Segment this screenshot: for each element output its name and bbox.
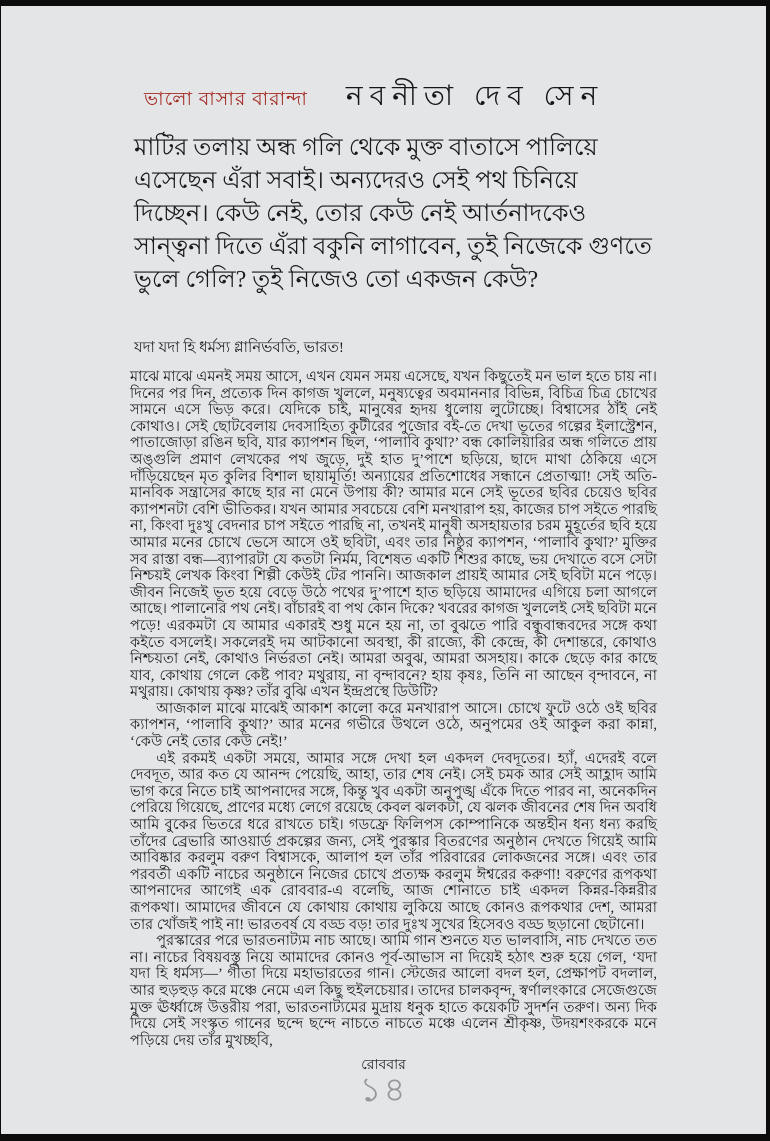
- page-number: ১৪: [359, 1072, 408, 1109]
- magazine-name: রোববার: [361, 1058, 406, 1073]
- body-paragraph: পুরস্কারের পরে ভারতনাট্যম নাচ আছে। আমি গান শুনতে যত ভালবাসি, নাচ দেখতে তত না। নাচের বিষয়বস্তু নিয়ে আমাদের কোনও পূর্ব-আভাস না দিয়েই হঠাৎ শুরু হয়ে গেল, ‘যদা যদা হি ধর্মস্য—’ গীতা দিয়ে মহাভারতের গান। স্টেজের আলো বদল হল, প্রেক্ষাপট বদলাল, আর হুড়হুড় করে মঞ্চে নেমে এল কিছু হুইলচেয়ার। তাদের চালকবৃন্দ, স্বর্ণালংকারে সেজেগুজে মুক্ত ঊর্ধ্বাঙ্গে উত্তরীয় পরা, ভারতনাট্যমের মুদ্রায় ধনুক হাতে কয়েকটি সুদর্শন তরুণ। অন্য দিক দিয়ে সেই সংস্কৃত গানের ছন্দে ছন্দে নাচতে নাচতে মঞ্চে এলেন শ্রীকৃষ্ণ, উদয়শংকরকে মনে পড়িয়ে দেয় তাঁর মুখচ্ছবি,: [130, 933, 657, 1049]
- epigraph: যদা যদা হি ধর্মস্য গ্লানির্ভবতি, ভারত!: [134, 340, 344, 356]
- page-header: [144, 74, 664, 121]
- page-footer: [1, 1058, 766, 1108]
- section-title: ভালো বাসার বারান্দা: [144, 89, 308, 110]
- lede-paragraph: মাটির তলায় অন্ধ গলি থেকে মুক্ত বাতাসে পালিয়ে এসেছেন এঁরা সবাই। অন্যদেরও সেই পথ চিনিয়ে দিচ্ছেন। কেউ নেই, তোর কেউ নেই আর্তনাদকেও সান্ত্বনা দিতে এঁরা বকুনি লাগাবেন, তুই নিজেকে গুণতে ভুলে গেলি? তুই নিজেও তো একজন কেউ?: [134, 135, 652, 293]
- author-name: নবনীতা দেব সেন: [345, 81, 605, 112]
- body-paragraph: আজকাল মাঝে মাঝেই আকাশ কালো করে মনখারাপ আসে। চোখে ফুটে ওঠে ওই ছবির ক্যাপশন, ‘পালাবি কুথা?’ আর মনের গভীরে উথলে ওঠে, অনুপমের ওই আকুল করা কান্না, ‘কেউ নেই তোর কেউ নেই!’: [130, 700, 657, 751]
- body-paragraph: এই রকমই একটা সময়ে, আমার সঙ্গে দেখা হল একদল দেবদূতের। হ্যাঁ, এদেরই বলে দেবদূত, আর কত যে আনন্দ পেয়েছি, আহা, তার শেষ নেই। সেই চমক আর সেই আহ্লাদ আমি ভাগ করে নিতে চাই আপনাদের সঙ্গে, কিন্তু খুব একটা অনুপুঙ্খ এঁকে দিতে পারব না, অনেকদিন পেরিয়ে গিয়েছে, প্রাণের মধ্যে লেগে রয়েছে কেবল ঝলকটা, যে ঝলক জীবনের শেষ দিন অবধি আমি বুকের ভিতরে ধরে রাখতে চাই। গডফ্রে ফিলিপস কোম্পানিকে অন্তহীন ধন্য ধন্য করছি তাঁদের ব্রেভারি আওয়ার্ড প্রকল্পের জন্য, সেই পুরস্কার বিতরণের অনুষ্ঠান দেখতে গিয়েই আমি আবিষ্কার করলুম বরুণ বিশ্বাসকে, আলাপ হল তাঁর পরিবারের লোকজনের সঙ্গে। এবং তার পরবর্তী একটি নাচের অনুষ্ঠানে নিজের চোখে প্রত্যক্ষ করলুম ঈশ্বরের করুণা! বরুণের রূপকথা আপনাদের আগেই এক রোববার-এ বলেছি, আজ শোনাতে চাই একদল কিন্নর-কিন্নরীর রূপকথা। আমাদের জীবনে যে কোথায় কোথায় লুকিয়ে আছে কোনও রূপকথার দেশ, আমরা তার খোঁজই পাই না! ভারতবর্ষ যে বড্ড বড়! তার দুঃখ সুখের হিসেবও বড্ড ছড়ানো ছেটানো।: [130, 750, 657, 933]
- article-body: [130, 369, 657, 1049]
- body-paragraph: মাঝে মাঝে এমনই সময় আসে, এখন যেমন সময় এসেছে, যখন কিছুতেই মন ভাল হতে চায় না। দিনের পর দিন, প্রত্যেক দিন কাগজ খুললে, মনুষ্যত্বের অবমাননার বিভিন্ন, বিচিত্র চিত্র চোখের সামনে এসে ভিড় করে। যেদিকে চাই, মানুষের হৃদয় ধুলোয় লুটোচ্ছে। বিশ্বাসের ঠাঁই নেই কোথাও। সেই ছোটবেলায় দেবসাহিত্য কুটীরের পুজোর বই-তে দেখা ভূতের গল্পের ইলাস্ট্রেশন, পাতাজোড়া রঙিন ছবি, যার ক্যাপশন ছিল, ‘পালাবি কুথা?’ বন্ধ কোলিয়ারির অন্ধ গলিতে প্রায় অঙ্গুলি প্রমাণ লেখকের পথ জুড়ে, দুই হাত দু’পাশে ছড়িয়ে, ছাদে মাথা ঠেকিয়ে এসে দাঁড়িয়েছেন মৃত কুলির বিশাল ছায়ামূর্তি! অন্যায়ের প্রতিশোধের সন্ধানে প্রেতাত্মা! সেই অতি-মানবিক সন্ত্রাসের কাছে হার না মেনে উপায় কী? আমার মনে সেই ভূতের ছবির চেয়েও ছবির ক্যাপশনটা বেশি ভীতিকর। যখন আমার সবচেয়ে বেশি মনখারাপ হয়, কাজের চাপ সইতে পারছি না, কিংবা দুঃখু বেদনার চাপ সইতে পারছি না, তখনই মানুষী অসহায়তার চরম মুহূর্তের ছবি হয়ে আমার মনের চোখে ভেসে আসে ওই ছবিটা, এবং তার নিষ্ঠুর ক্যাপশন, ‘পালাবি কুথা?’ মুক্তির সব রাস্তা বন্ধ—ব্যাপারটা যে কতটা নির্মম, বিশেষত একটি শিশুর কাছে, ভয় দেখাতে বসে সেটা নিশ্চয়ই লেখক কিংবা শিল্পী কেউই টের পাননি। আজকাল প্রায়ই আমার সেই ছবিটা মনে পড়ে। জীবন নিজেই ভূত হয়ে বেড়ে উঠে পথের দু’পাশে হাত ছড়িয়ে আমাদের এগিয়ে চলা আগলে আছে। পালানোর পথ নেই। বাঁচারই বা পথ কোন দিকে? খবরের কাগজ খুললেই সেই ছবিটা মনে পড়ে! এরকমটা যে আমার একারই শুধু মনে হয় না, তা বুঝতে পারি বন্ধুবান্ধবদের সঙ্গে কথা কইতে বসলেই। সকলেরই দম আটকানো অবস্থা, কী রাজ্যে, কী কেন্দ্রে, কী দেশান্তরে, কোথাও নিশ্চয়তা নেই, কোথাও নির্ভরতা নেই। আমরা অবুঝ, আমরা অসহায়। কাকে ছেড়ে কার কাছে যাব, কোথায় গেলে কেষ্ট পাব? মথুরায়, না বৃন্দাবনে? হায় কৃষঃ, তিনি না আছেন বৃন্দাবনে, না মথুরায়। কোথায় কৃষ্ণ? তাঁর বুঝি এখন ইন্দ্রপ্রস্থে ডিউটি?: [130, 369, 657, 701]
